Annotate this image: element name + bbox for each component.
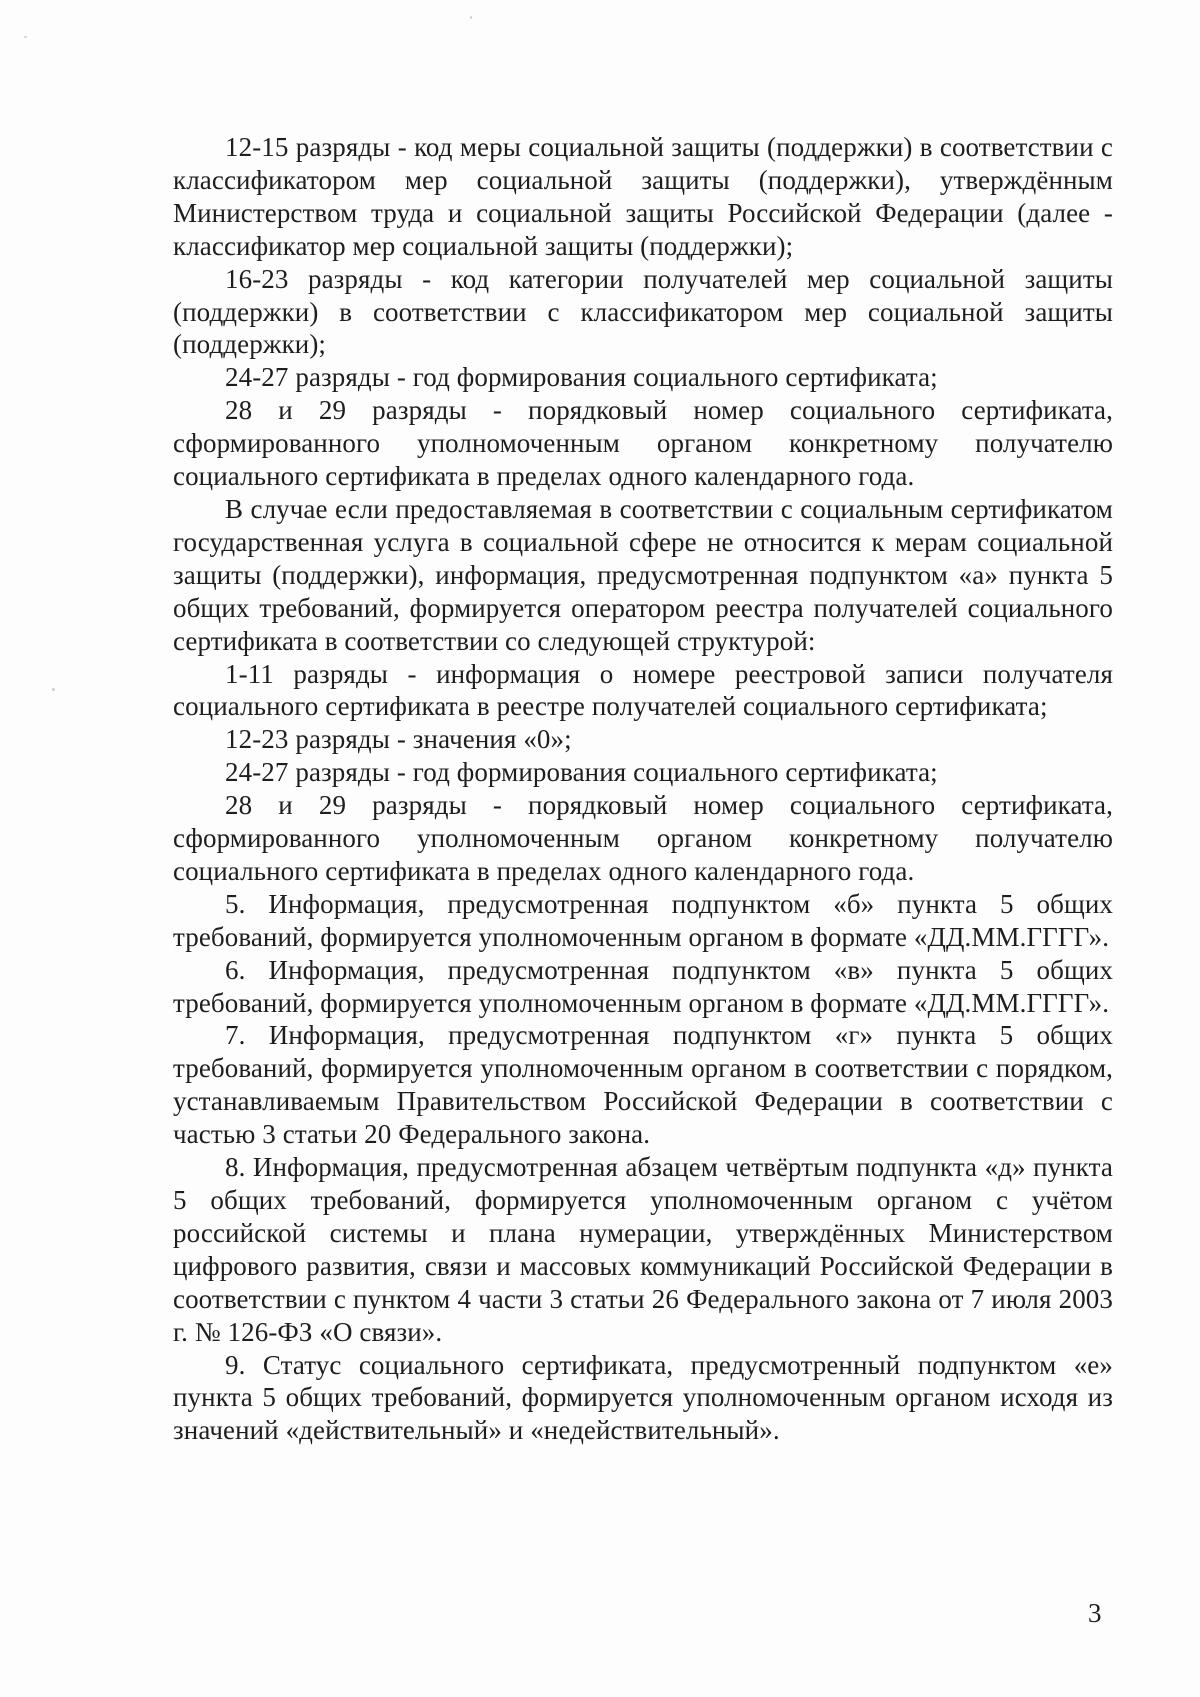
paragraph-digits-1-11: 1-11 разряды - информация о номере реестровой записи получателя социального сертификата в реестре получателей социального сертификата; bbox=[173, 658, 1113, 722]
paragraph-item-6: 6. Информация, предусмотренная подпунктом «в» пункта 5 общих требований, формируется уполномоченным органом в формате «ДД.ММ.ГГГГ». bbox=[173, 954, 1113, 1018]
paragraph-item-5: 5. Информация, предусмотренная подпунктом «б» пункта 5 общих требований, формируется уполномоченным органом в формате «ДД.ММ.ГГГГ». bbox=[173, 888, 1113, 952]
scan-speck bbox=[470, 16, 472, 19]
scan-speck bbox=[24, 36, 27, 38]
paragraph-digits-28-29: 28 и 29 разряды - порядковый номер социального сертификата, сформированного уполномоченным органом конкретному получателю социального сертификата в пределах одного календарного года. bbox=[173, 395, 1113, 492]
paragraph-digits-28-29-second: 28 и 29 разряды - порядковый номер социального сертификата, сформированного уполномоченным органом конкретному получателю социального сертификата в пределах одного календарного года. bbox=[173, 790, 1113, 886]
paragraph-item-9: 9. Статус социального сертификата, предусмотренный подпунктом «е» пункта 5 общих требований, формируется уполномоченным органом исходя из значений «действительный» и «недействительный». bbox=[173, 1349, 1113, 1446]
paragraph-digits-12-15: 12-15 разряды - код меры социальной защиты (поддержки) в соответствии с классификатором мер социальной защиты (поддержки), утверждённым Министерством труда и социальной защиты Российской Федерации (далее - классификатор мер социальной защиты (поддержки); bbox=[173, 132, 1113, 261]
scan-speck bbox=[52, 688, 55, 691]
document-body bbox=[173, 131, 1113, 1447]
paragraph-digits-12-23: 12-23 разряды - значения «0»; bbox=[225, 724, 572, 755]
paragraph-digits-16-23: 16-23 разряды - код категории получателей мер социальной защиты (поддержки) в соответствии с классификатором мер социальной защиты (поддержки); bbox=[173, 263, 1113, 360]
page-number: 3 bbox=[1088, 1598, 1102, 1628]
paragraph-item-7: 7. Информация, предусмотренная подпунктом «г» пункта 5 общих требований, формируется уполномоченным органом в соответствии с порядком, устанавливаемым Правительством Российской Федерации в соответствии с частью 3 статьи 20 Федерального закона. bbox=[173, 1020, 1113, 1150]
paragraph-item-8: 8. Информация, предусмотренная абзацем четвёртым подпункта «д» пункта 5 общих требований, формируется уполномоченным органом с учётом российской системы и плана нумерации, утверждённых Министерством цифрового развития, связи и массовых коммуникаций Российской Федерации в соответствии с пунктом 4 части 3 статьи 26 Федерального закона от 7 июля 2003 г. № 126-ФЗ «О связи». bbox=[173, 1152, 1113, 1347]
paragraph-non-social-protection-case: В случае если предоставляемая в соответствии с социальным сертификатом государственная услуга в социальной сфере не относится к мерам социальной защиты (поддержки), информация, предусмотренная подпунктом «а» пункта 5 общих требований, формируется оператором реестра получателей социального сертификата в соответствии со следующей структурой: bbox=[173, 493, 1113, 656]
paragraph-digits-24-27-second: 24-27 разряды - год формирования социального сертификата; bbox=[225, 757, 938, 788]
paragraph-digits-24-27: 24-27 разряды - год формирования социального сертификата; bbox=[225, 362, 938, 393]
